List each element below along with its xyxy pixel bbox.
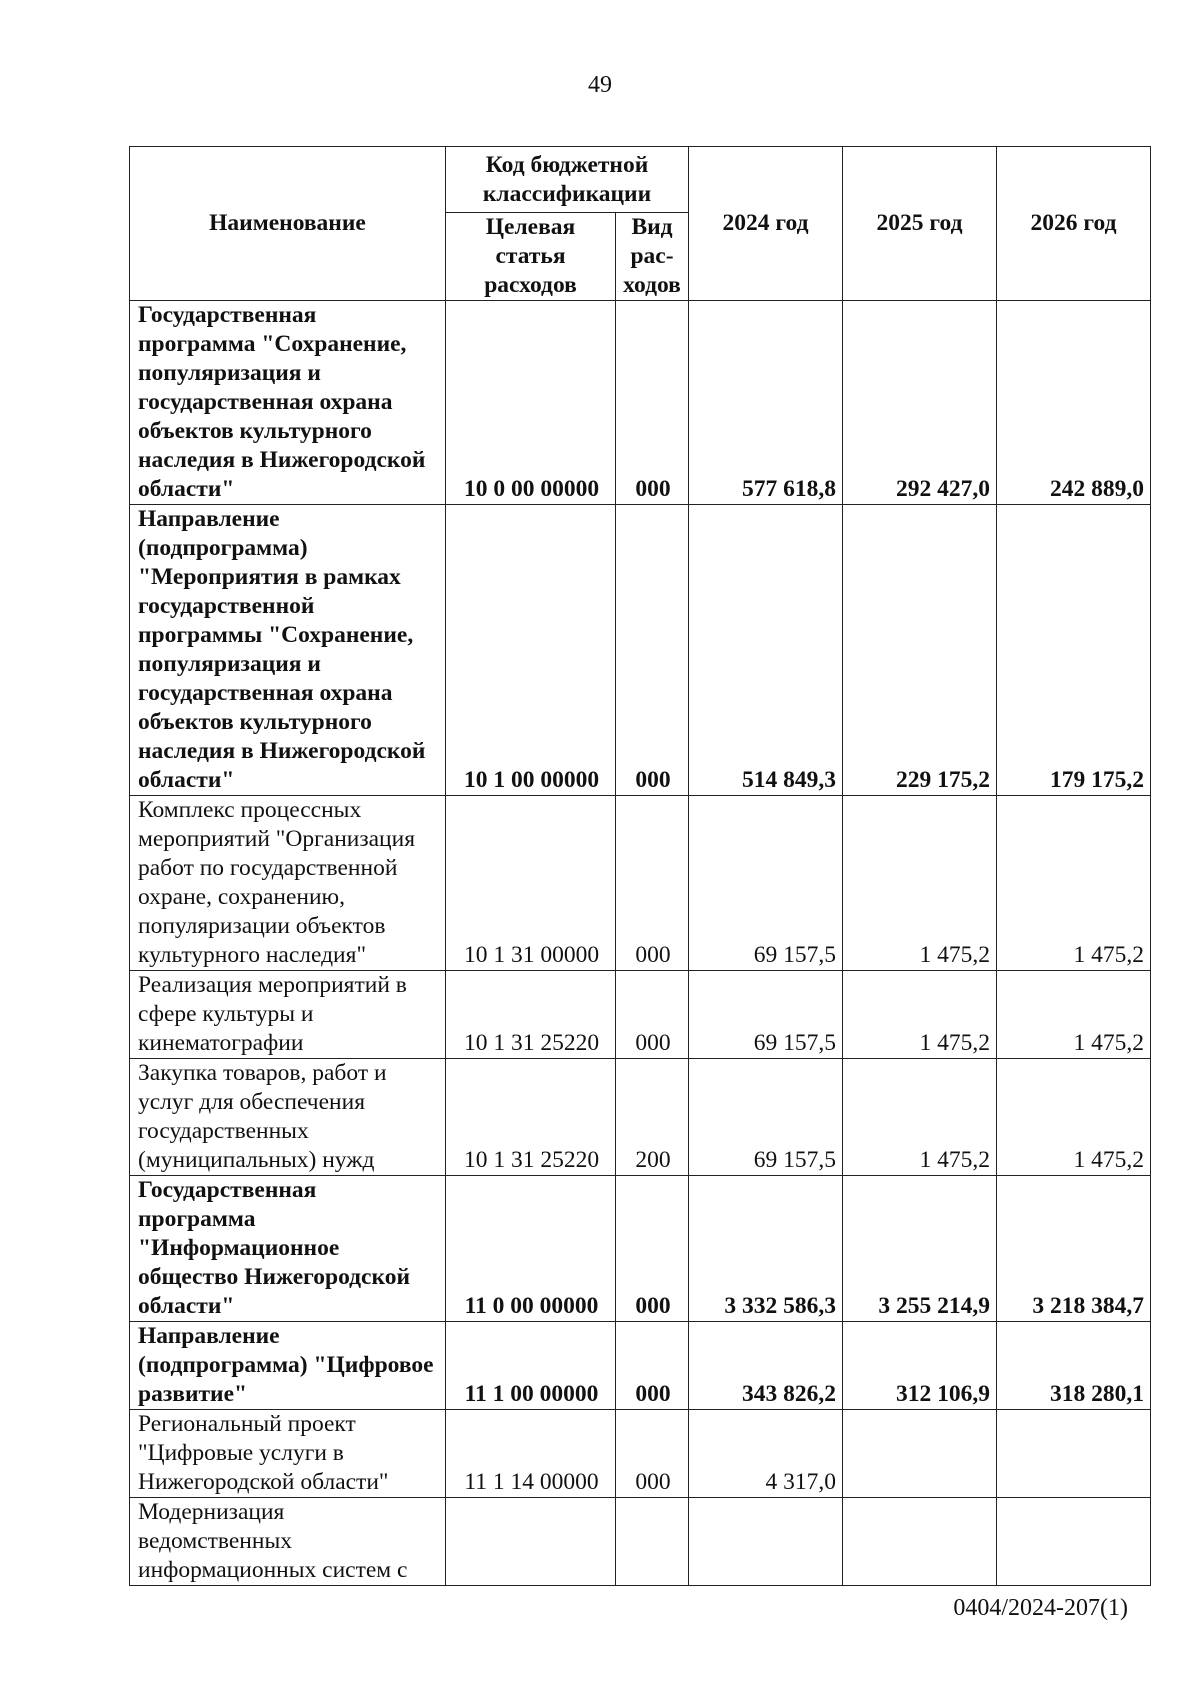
row-amount-2025-cell — [843, 1498, 997, 1586]
table-row — [130, 1410, 1151, 1498]
row-expense-kind-cell: 000 — [616, 1176, 689, 1322]
header-target-article: Целевая статья расходов — [446, 213, 616, 301]
row-amount-2026-cell — [997, 1410, 1151, 1498]
row-name-cell: Закупка товаров, работ и услуг для обеспечения государственных (муниципальных) нужд — [130, 1059, 446, 1176]
row-name-cell: Реализация мероприятий в сфере культуры и кинематографии — [130, 971, 446, 1059]
row-name-cell: Государственная программа "Сохранение, популяризация и государственная охрана объектов культурного наследия в Нижегородской области" — [130, 301, 446, 505]
table-row — [130, 505, 1151, 796]
row-target-article-cell — [446, 1498, 616, 1586]
table-row — [130, 796, 1151, 971]
row-amount-2025-cell: 229 175,2 — [843, 505, 997, 796]
row-amount-2024-cell — [689, 1498, 843, 1586]
row-amount-2025-cell: 1 475,2 — [843, 1059, 997, 1176]
row-amount-2024-cell: 343 826,2 — [689, 1322, 843, 1410]
row-amount-2025-cell: 292 427,0 — [843, 301, 997, 505]
row-amount-2025-cell: 1 475,2 — [843, 796, 997, 971]
row-expense-kind-cell: 000 — [616, 505, 689, 796]
row-target-article-cell: 11 0 00 00000 — [446, 1176, 616, 1322]
row-amount-2026-cell: 1 475,2 — [997, 971, 1151, 1059]
table-row — [130, 1176, 1151, 1322]
row-amount-2025-cell: 3 255 214,9 — [843, 1176, 997, 1322]
row-amount-2024-cell: 69 157,5 — [689, 1059, 843, 1176]
row-amount-2025-cell — [843, 1410, 997, 1498]
row-amount-2024-cell: 4 317,0 — [689, 1410, 843, 1498]
row-target-article-cell: 10 1 31 25220 — [446, 971, 616, 1059]
table-row — [130, 1059, 1151, 1176]
budget-table — [129, 146, 1151, 1586]
row-name-cell: Модернизация ведомственных информационных систем с — [130, 1498, 446, 1586]
page-number: 49 — [588, 72, 612, 98]
document-code: 0404/2024-207(1) — [953, 1595, 1128, 1621]
row-amount-2026-cell: 318 280,1 — [997, 1322, 1151, 1410]
row-amount-2026-cell: 1 475,2 — [997, 796, 1151, 971]
row-name-cell: Государственная программа "Информационное общество Нижегородской области" — [130, 1176, 446, 1322]
row-amount-2024-cell: 69 157,5 — [689, 796, 843, 971]
row-amount-2024-cell: 69 157,5 — [689, 971, 843, 1059]
row-expense-kind-cell: 000 — [616, 301, 689, 505]
row-amount-2025-cell: 312 106,9 — [843, 1322, 997, 1410]
header-expense-kind: Вид рас-ходов — [616, 213, 689, 301]
row-amount-2026-cell — [997, 1498, 1151, 1586]
row-target-article-cell: 11 1 00 00000 — [446, 1322, 616, 1410]
row-target-article-cell: 11 1 14 00000 — [446, 1410, 616, 1498]
table-body — [130, 301, 1151, 1586]
header-year-2025: 2025 год — [843, 147, 997, 301]
row-expense-kind-cell: 000 — [616, 971, 689, 1059]
row-target-article-cell: 10 1 00 00000 — [446, 505, 616, 796]
table-row — [130, 971, 1151, 1059]
row-amount-2026-cell: 1 475,2 — [997, 1059, 1151, 1176]
header-year-2026: 2026 год — [997, 147, 1151, 301]
table-row — [130, 1498, 1151, 1586]
row-amount-2026-cell: 3 218 384,7 — [997, 1176, 1151, 1322]
header-classification-group: Код бюджетной классификации — [446, 147, 689, 213]
row-amount-2024-cell: 3 332 586,3 — [689, 1176, 843, 1322]
row-expense-kind-cell — [616, 1498, 689, 1586]
row-name-cell: Направление (подпрограмма) "Цифровое развитие" — [130, 1322, 446, 1410]
table-row — [130, 1322, 1151, 1410]
row-amount-2025-cell: 1 475,2 — [843, 971, 997, 1059]
row-expense-kind-cell: 000 — [616, 1410, 689, 1498]
row-amount-2026-cell: 242 889,0 — [997, 301, 1151, 505]
table-row — [130, 301, 1151, 505]
row-amount-2024-cell: 577 618,8 — [689, 301, 843, 505]
header-year-2024: 2024 год — [689, 147, 843, 301]
row-expense-kind-cell: 000 — [616, 796, 689, 971]
row-amount-2026-cell: 179 175,2 — [997, 505, 1151, 796]
row-expense-kind-cell: 000 — [616, 1322, 689, 1410]
row-target-article-cell: 10 0 00 00000 — [446, 301, 616, 505]
row-name-cell: Региональный проект "Цифровые услуги в Нижегородской области" — [130, 1410, 446, 1498]
header-name: Наименование — [130, 147, 446, 301]
row-target-article-cell: 10 1 31 00000 — [446, 796, 616, 971]
row-target-article-cell: 10 1 31 25220 — [446, 1059, 616, 1176]
row-amount-2024-cell: 514 849,3 — [689, 505, 843, 796]
row-name-cell: Комплекс процессных мероприятий "Организация работ по государственной охране, сохранению, популяризации объектов культурного наследия" — [130, 796, 446, 971]
row-expense-kind-cell: 200 — [616, 1059, 689, 1176]
row-name-cell: Направление (подпрограмма) "Мероприятия в рамках государственной программы "Сохранение, популяризация и государственная охрана объектов культурного наследия в Нижегородской области" — [130, 505, 446, 796]
